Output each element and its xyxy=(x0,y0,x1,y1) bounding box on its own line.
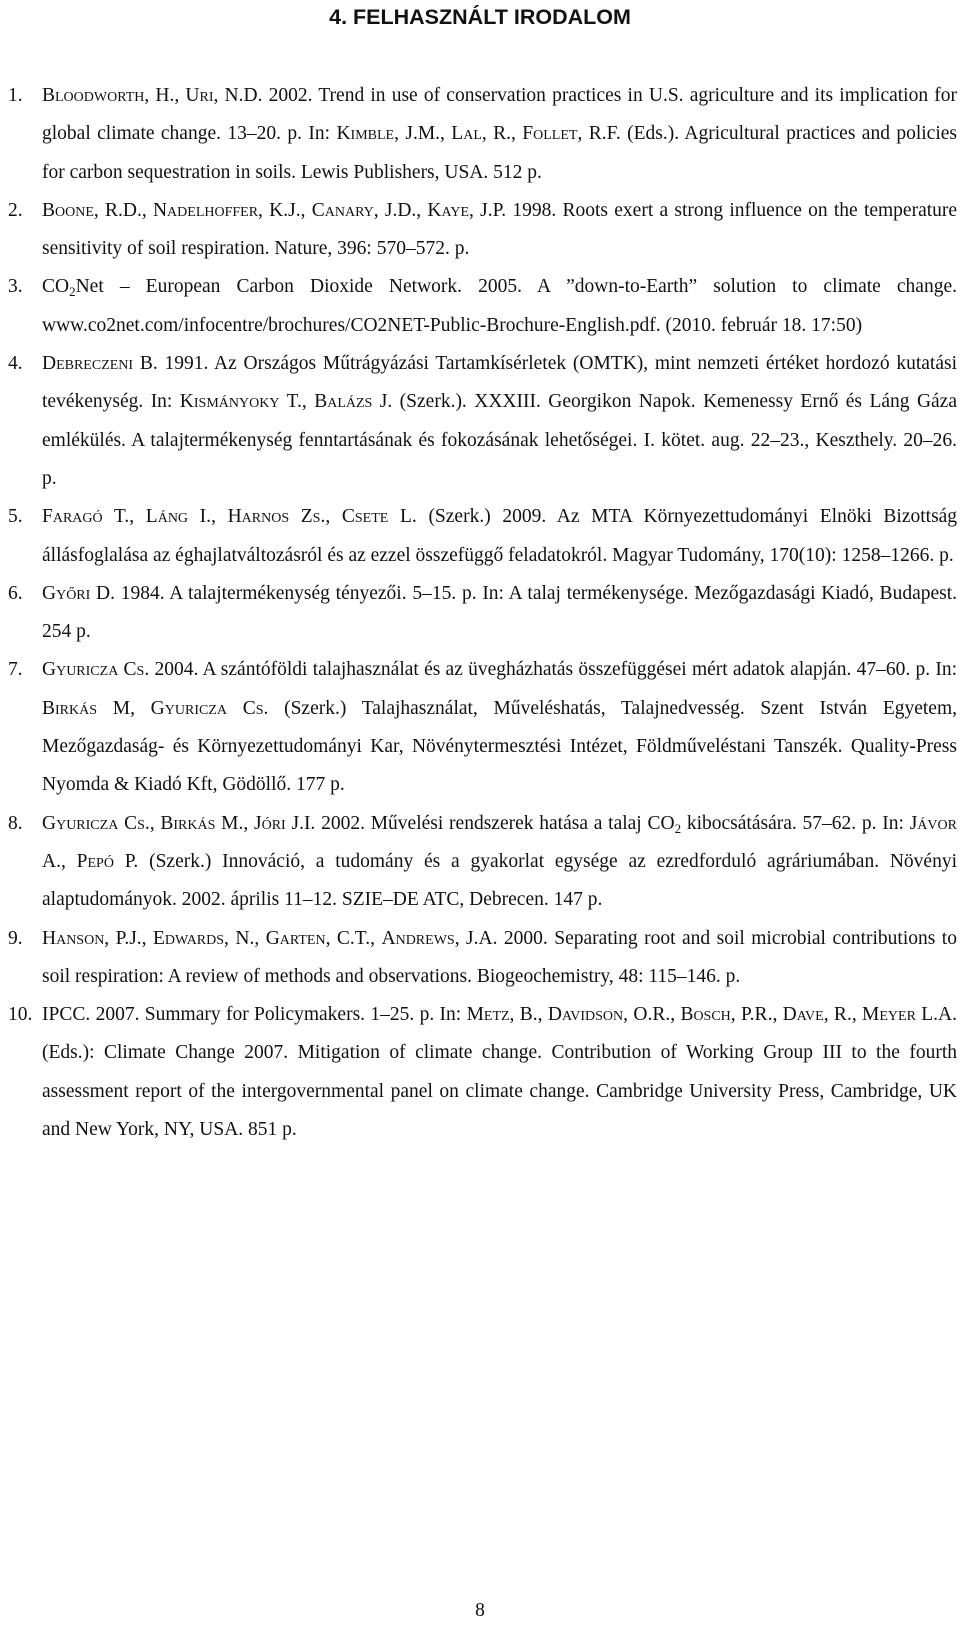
reference-author: Edwards, N. xyxy=(153,927,255,949)
reference-text: 1998. Roots exert a strong influence on the temperature sensitivity of soil respiration. Nature, 396: 570–572. p. xyxy=(42,199,958,260)
subscript: 2 xyxy=(69,284,76,300)
reference-author: Nadelhoffer, K.J. xyxy=(152,199,301,221)
reference-text: 2004. A szántóföldi talajhasználat és az üvegházhatás összefüggései mért adatok alapján. 47–60. p. In: xyxy=(154,659,958,681)
reference-number: 4. xyxy=(8,353,23,375)
reference-text: 1991. Az Országos Műtrágyázási Tartamkísérletek (OMTK), mint nemzeti értéket hordozó kutatási tevékenység. In: xyxy=(42,353,957,413)
reference-item: 8. Gyuricza Cs., Birkás M., Jóri J.I. 2002. Művelési rendszerek hatása a talaj $CO_2$ kibocsátására. 57–62. p. In: Jávor A., Pepó P. (Szerk.) Innováció, a tudomány és a gyakorlat egysége az ezredforduló agráriumában. Növényi alaptudományok. 2002. április 11–12. SZIE–DE ATC, Debrecen. 147 p. xyxy=(8,805,957,920)
subscript: 2 xyxy=(674,820,682,836)
reference-item: 5. Faragó T., Láng I., Harnos Zs., Csete L. (Szerk.) 2009. Az MTA Környezettudományi Elnöki Bizottság állásfoglalása az éghajlatváltozásról és az ezzel összefüggő feladatokról. Magyar Tudomány, 170(10): 1258–1266. p. xyxy=(8,498,957,575)
reference-text: (Eds.). Agricultural practices and policies for carbon sequestration in soils. Lewis Publishers, USA. 512 p. xyxy=(42,123,957,183)
reference-number: 7. xyxy=(8,659,23,681)
reference-editor: Jávor A. xyxy=(42,812,957,872)
reference-editor: Dave, R. xyxy=(782,1004,852,1026)
reference-editor: Meyer L.A. xyxy=(862,1004,958,1026)
reference-editor: Gyuricza Cs. xyxy=(150,697,269,719)
reference-text: (Szerk.). XXXIII. Georgikon Napok. Kemenessy Ernő és Láng Gáza emlékülés. A talajtermékenység fenntartásának és fokozásának lehetőségei. I. kötet. aug. 22–23., Keszthely. 20–26. p. xyxy=(42,391,957,489)
reference-editor: Pepó P. xyxy=(76,850,139,872)
reference-editor: Bosch, P.R. xyxy=(680,1004,773,1026)
reference-author: Debreczeni B. xyxy=(42,353,158,375)
reference-item xyxy=(8,268,957,345)
reference-author: Faragó T. xyxy=(42,506,130,528)
reference-text: 2002. Művelési rendszerek hatása a talaj CO xyxy=(321,812,675,834)
reference-author: Gyuricza Cs. xyxy=(42,659,150,681)
reference-item: 4. Debreczeni B. 1991. Az Országos Műtrágyázási Tartamkísérletek (OMTK), mint nemzeti értéket hordozó kutatási tevékenység. In: Kismányoky T., Balázs J. (Szerk.). XXXIII. Georgikon Napok. Kemenessy Ernő és Láng Gáza emlékülés. A talajtermékenység fenntartásának és fokozásának lehetőségei. I. kötet. aug. 22–23., Keszthely. 20–26. p. xyxy=(8,345,957,498)
reference-editor: Balázs J. xyxy=(314,391,393,413)
reference-author: Garten, C.T. xyxy=(265,927,371,949)
reference-number: 8. xyxy=(8,812,23,834)
reference-text: (Eds.): Climate Change 2007. Mitigation of climate change. Contribution of Working Group III to the fourth assessment report of the intergovernmental panel on climate change. Cambridge University Press, Cambridge, UK and New York, NY, USA. 851 p. xyxy=(42,1042,957,1141)
reference-number: 9. xyxy=(8,927,23,949)
reference-author: Gyuricza Cs. xyxy=(42,812,150,834)
reference-author: Canary, J.D. xyxy=(311,199,417,221)
reference-text: CO xyxy=(42,276,70,298)
reference-author: Boone, R.D. xyxy=(42,199,142,221)
page-number: 8 xyxy=(475,1600,485,1621)
reference-number: 2. xyxy=(8,199,23,221)
reference-item xyxy=(8,651,957,804)
reference-number: 5. xyxy=(8,506,23,528)
reference-author: Hanson, P.J. xyxy=(42,927,142,949)
reference-author: Birkás M. xyxy=(160,812,244,834)
reference-number: 1. xyxy=(8,85,23,106)
reference-author: Uri, N.D. xyxy=(185,85,263,106)
reference-author: Láng I. xyxy=(145,506,212,528)
reference-author: Harnos Zs. xyxy=(227,506,326,528)
reference-editor: Kimble, J.M. xyxy=(336,123,441,145)
reference-author: Győri D. xyxy=(42,582,116,604)
reference-text: (Szerk.) Talajhasználat, Műveléshatás, Talajnedvesség. Szent István Egyetem, Mezőgazdaság- és Környezettudományi Kar, Növénytermesztési Intézet, Földműveléstani Tanszék. Quality-Press Nyomda & Kiadó Kft, Gödöllő. 177 p. xyxy=(42,697,957,796)
reference-editor: Davidson, O.R. xyxy=(547,1004,671,1026)
reference-author: Bloodworth, H. xyxy=(42,85,175,106)
section-heading: 4. FELHASZNÁLT IRODALOM xyxy=(329,5,631,29)
reference-item: 10. IPCC. 2007. Summary for Policymakers. 1–25. p. In: Metz, B., Davidson, O.R., Bosch, P.R., Dave, R., Meyer L.A. (Eds.): Climate Change 2007. Mitigation of climate change. Contribution of Working Group III to the fourth assessment report of the intergovernmental panel on climate change. Cambridge University Press, Cambridge, UK and New York, NY, USA. 851 p. xyxy=(8,996,957,1149)
reference-author: Jóri J.I. xyxy=(254,812,316,834)
reference-item xyxy=(8,575,957,652)
reference-editor: Metz, B. xyxy=(466,1004,538,1026)
reference-item: 9. Hanson, P.J., Edwards, N., Garten, C.T., Andrews, J.A. 2000. Separating root and soil microbial contributions to soil respiration: A review of methods and observations. Biogeochemistry, 48: 115–146. p. xyxy=(8,920,957,997)
reference-text: Net – European Carbon Dioxide Network. 2005. A ”down-to-Earth” solution to climate change. www.co2net.com/infocentre/brochures/CO2NET-Public-Brochure-English.pdf. (2010. február 18. 17:50) xyxy=(42,276,957,336)
reference-author: Andrews, J.A. xyxy=(381,927,498,949)
reference-editor: Follet, R.F. xyxy=(522,123,621,145)
reference-text: 2002. Trend in use of conservation practices in U.S. agriculture and its implication for global climate change. 13–20. p. In: xyxy=(42,85,957,145)
reference-author: Csete L. xyxy=(341,506,417,528)
reference-number: 3. xyxy=(8,276,23,298)
reference-text: (Szerk.) Innováció, a tudomány és a gyakorlat egysége az ezredforduló agráriumában. Növényi alaptudományok. 2002. április 11–12. SZIE–DE ATC, Debrecen. 147 p. xyxy=(42,850,958,911)
reference-text: 2000. Separating root and soil microbial contributions to soil respiration: A review of methods and observations. Biogeochemistry, 48: 115–146. p. xyxy=(42,927,957,987)
reference-number: 10. xyxy=(8,1004,33,1026)
reference-editor: Lal, R. xyxy=(451,123,512,145)
reference-item: 1. Bloodworth, H., Uri, N.D. 2002. Trend in use of conservation practices in U.S. agriculture and its implication for global climate change. 13–20. p. In: Kimble, J.M., Lal, R., Follet, R.F. (Eds.). Agricultural practices and policies for carbon sequestration in soils. Lewis Publishers, USA. 512 p. xyxy=(8,77,957,192)
reference-item: 2. Boone, R.D., Nadelhoffer, K.J., Canary, J.D., Kaye, J.P. 1998. Roots exert a strong influence on the temperature sensitivity of soil respiration. Nature, 396: 570–572. p. xyxy=(8,192,957,269)
reference-editor: Birkás M, xyxy=(42,697,135,719)
reference-list xyxy=(8,77,957,1149)
reference-text: 1984. A talajtermékenység tényezői. 5–15. p. In: A talaj termékenysége. Mezőgazdasági Kiadó, Budapest. 254 p. xyxy=(42,582,958,643)
reference-text: kibocsátására. 57–62. p. In: xyxy=(681,812,910,834)
reference-text: (Szerk.) 2009. Az MTA Környezettudományi Elnöki Bizottság állásfoglalása az éghajlatváltozásról és az ezzel összefüggő feladatokról. Magyar Tudomány, 170(10): 1258–1266. p. xyxy=(42,506,958,566)
reference-text: IPCC. 2007. Summary for Policymakers. 1–25. p. In: xyxy=(42,1004,467,1026)
reference-editor: Kismányoky T. xyxy=(179,391,302,413)
reference-number: 6. xyxy=(8,582,23,604)
reference-author: Kaye, J.P. xyxy=(427,199,507,221)
